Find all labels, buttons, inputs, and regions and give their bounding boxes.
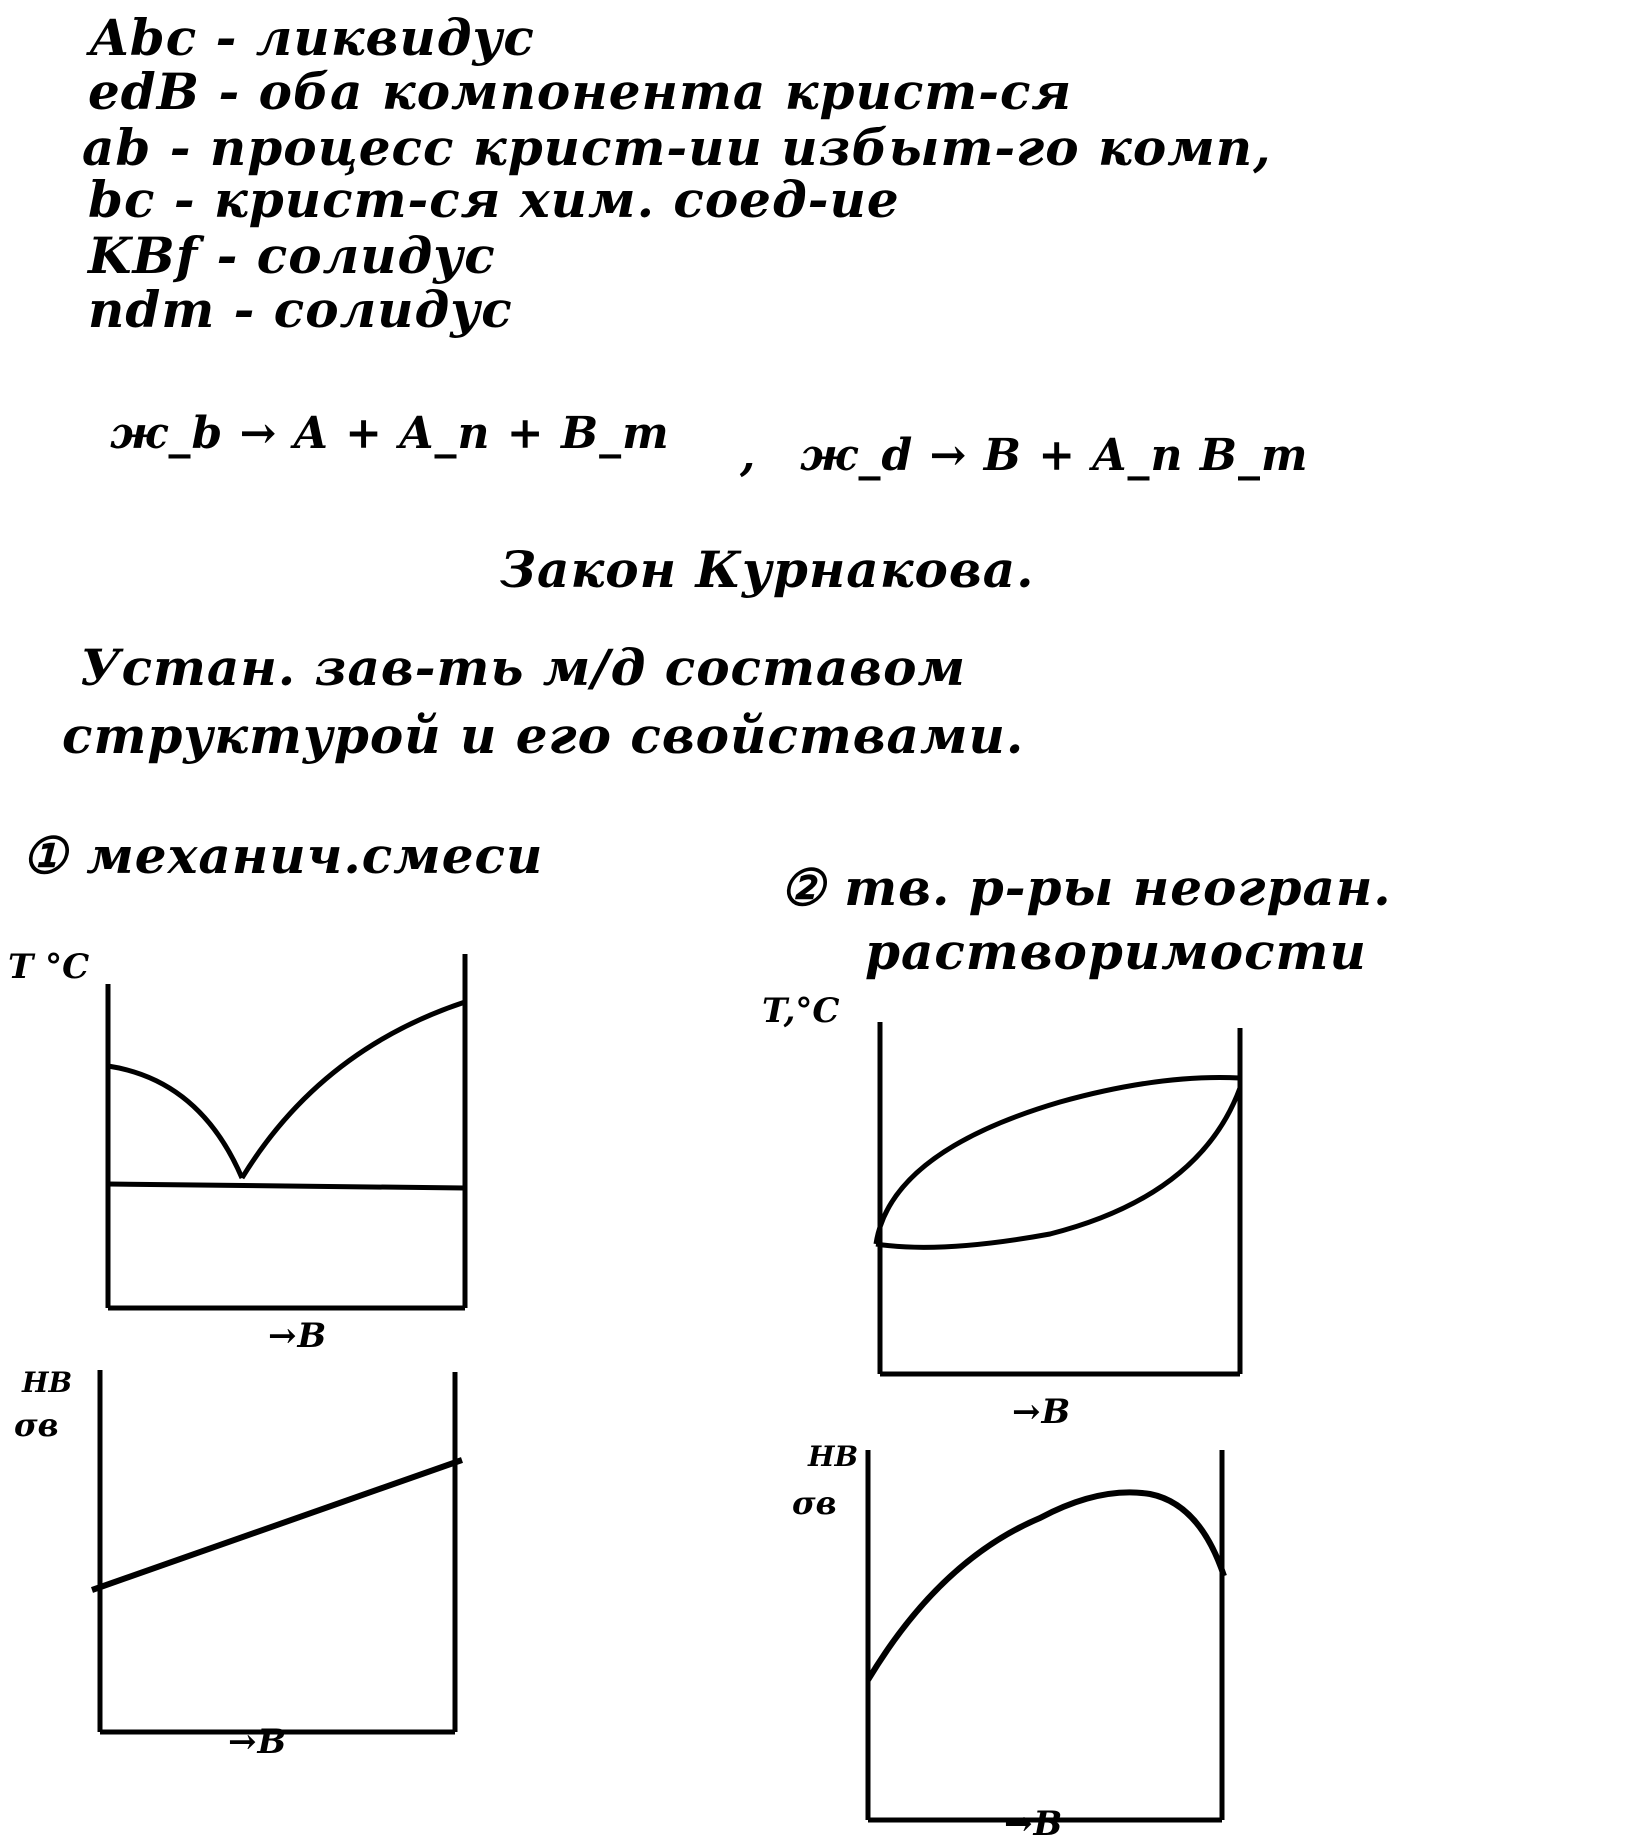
- section1-prop-y-label-2: σв: [14, 1406, 59, 1444]
- section1-prop-x-label: →B: [228, 1722, 288, 1762]
- section1-prop-y-label-1: HB: [22, 1366, 73, 1399]
- section1-eutectic-line: [108, 1184, 465, 1188]
- section2-phase-x-label: →B: [1012, 1392, 1072, 1432]
- section1-property-line: [92, 1460, 462, 1590]
- note-line-both-crystallize: edB - оба компонента крист-ся: [88, 62, 1073, 121]
- section1-phase-y-label: T °C: [8, 947, 90, 987]
- reaction-separator: ,: [740, 430, 757, 481]
- section2-title-line-1: ② тв. р-ры неогран.: [780, 858, 1392, 917]
- reaction-left: ж_b → A + A_n + B_m: [110, 408, 670, 459]
- law-title: Закон Курнакова.: [500, 540, 1035, 599]
- section1-phase-diagram: [0, 940, 520, 1320]
- section2-prop-y-label-1: HB: [808, 1440, 859, 1473]
- section2-title-line-2: растворимости: [865, 922, 1367, 981]
- note-line-compound: bc - крист-ся хим. соед-ие: [88, 170, 900, 229]
- section2-prop-x-label: →B: [1004, 1804, 1064, 1844]
- section2-phase-diagram: [740, 982, 1260, 1382]
- statement-line-1: Устан. зав-ть м/д составом: [80, 638, 967, 697]
- section2-prop-y-label-2: σв: [792, 1484, 837, 1522]
- section1-phase-x-label: →B: [268, 1316, 328, 1356]
- section1-title: ① механич.смеси: [22, 826, 544, 885]
- note-line-liquidus: Abc - ликвидус: [90, 8, 535, 67]
- note-line-excess-component: ab - процесс крист-ии избыт-го комп,: [82, 118, 1272, 177]
- section2-solidus: [876, 1088, 1240, 1247]
- reaction-right: ж_d → B + A_n B_m: [800, 430, 1309, 481]
- section1-property-diagram: [0, 1352, 520, 1752]
- section2-phase-y-label: T,°C: [762, 991, 840, 1031]
- statement-line-2: структурой и его свойствами.: [62, 706, 1025, 765]
- section1-liquidus-right: [242, 1002, 465, 1178]
- section2-property-diagram: [740, 1430, 1260, 1830]
- note-line-solidus-kbf: KBf - солидус: [88, 226, 496, 285]
- note-line-solidus-ndm: ndm - солидус: [88, 280, 513, 339]
- section2-liquidus: [876, 1078, 1240, 1245]
- section2-property-curve: [868, 1492, 1224, 1680]
- section1-liquidus-left: [108, 1066, 242, 1178]
